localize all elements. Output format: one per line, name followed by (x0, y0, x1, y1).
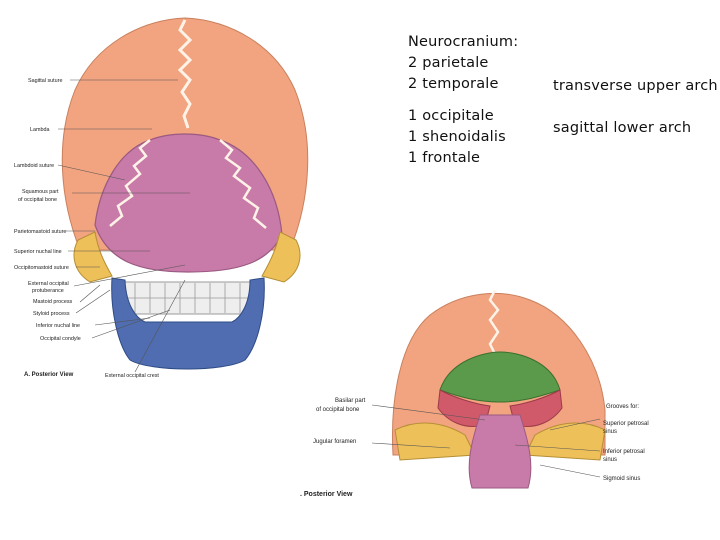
label-lambdoid-suture: Lambdoid suture (14, 163, 55, 169)
label-ext-occ-prot-2: protuberance (32, 288, 64, 294)
label-basilar-part-2: of occipital bone (316, 407, 360, 413)
cranial-base-figure (290, 280, 690, 510)
label-basilar-part: Basilar part (335, 398, 366, 404)
label-ext-occ-crest: External occipital crest (105, 373, 159, 379)
list-item-parietale: 2 parietale (408, 55, 489, 71)
label-inferior-petrosal: Inferior petrosal (603, 449, 645, 455)
label-squamous-part-2: of occipital bone (18, 197, 57, 203)
list-item-occipitale: 1 occipitale (408, 108, 494, 124)
label-superior-nuchal: Superior nuchal line (14, 249, 62, 255)
label-styloid: Styloid process (33, 311, 70, 317)
caption-a: A. Posterior View (24, 372, 74, 378)
label-grooves-for: Grooves for: (606, 404, 640, 410)
list-heading: Neurocranium: (408, 34, 519, 50)
list-item-temporale: 2 temporale (408, 76, 499, 92)
label-inferior-petrosal-2: sinus (603, 457, 618, 463)
label-squamous-part: Squamous part (22, 189, 59, 195)
label-sagittal-suture: Sagittal suture (28, 78, 63, 84)
label-lambda: Lambda (30, 127, 50, 133)
label-inferior-nuchal: Inferior nuchal line (36, 323, 81, 329)
sagittal-arch-text: sagittal lower arch (553, 120, 692, 136)
caption-b: . Posterior View (300, 491, 353, 498)
list-item-shenoidalis: 1 shenoidalis (408, 129, 506, 145)
label-sigmoid-sinus: Sigmoid sinus (603, 476, 641, 482)
label-ext-occ-prot: External occipital (28, 281, 69, 287)
label-occipitomastoid: Occipitomastoid suture (14, 265, 69, 271)
label-jugular-foramen: Jugular foramen (313, 439, 357, 445)
label-mastoid: Mastoid process (33, 299, 73, 305)
basilar-occipital (469, 415, 531, 488)
label-parietomastoid: Parietomastoid suture (14, 229, 67, 235)
neurocranium-list (408, 32, 518, 169)
label-superior-petrosal: Superior petrosal (603, 421, 649, 427)
list-item-frontale: 1 frontale (408, 150, 481, 166)
label-superior-petrosal-2: sinus (603, 429, 618, 435)
label-occipital-condyle: Occipital condyle (40, 336, 81, 342)
transverse-arch-text: transverse upper arch (553, 78, 718, 94)
